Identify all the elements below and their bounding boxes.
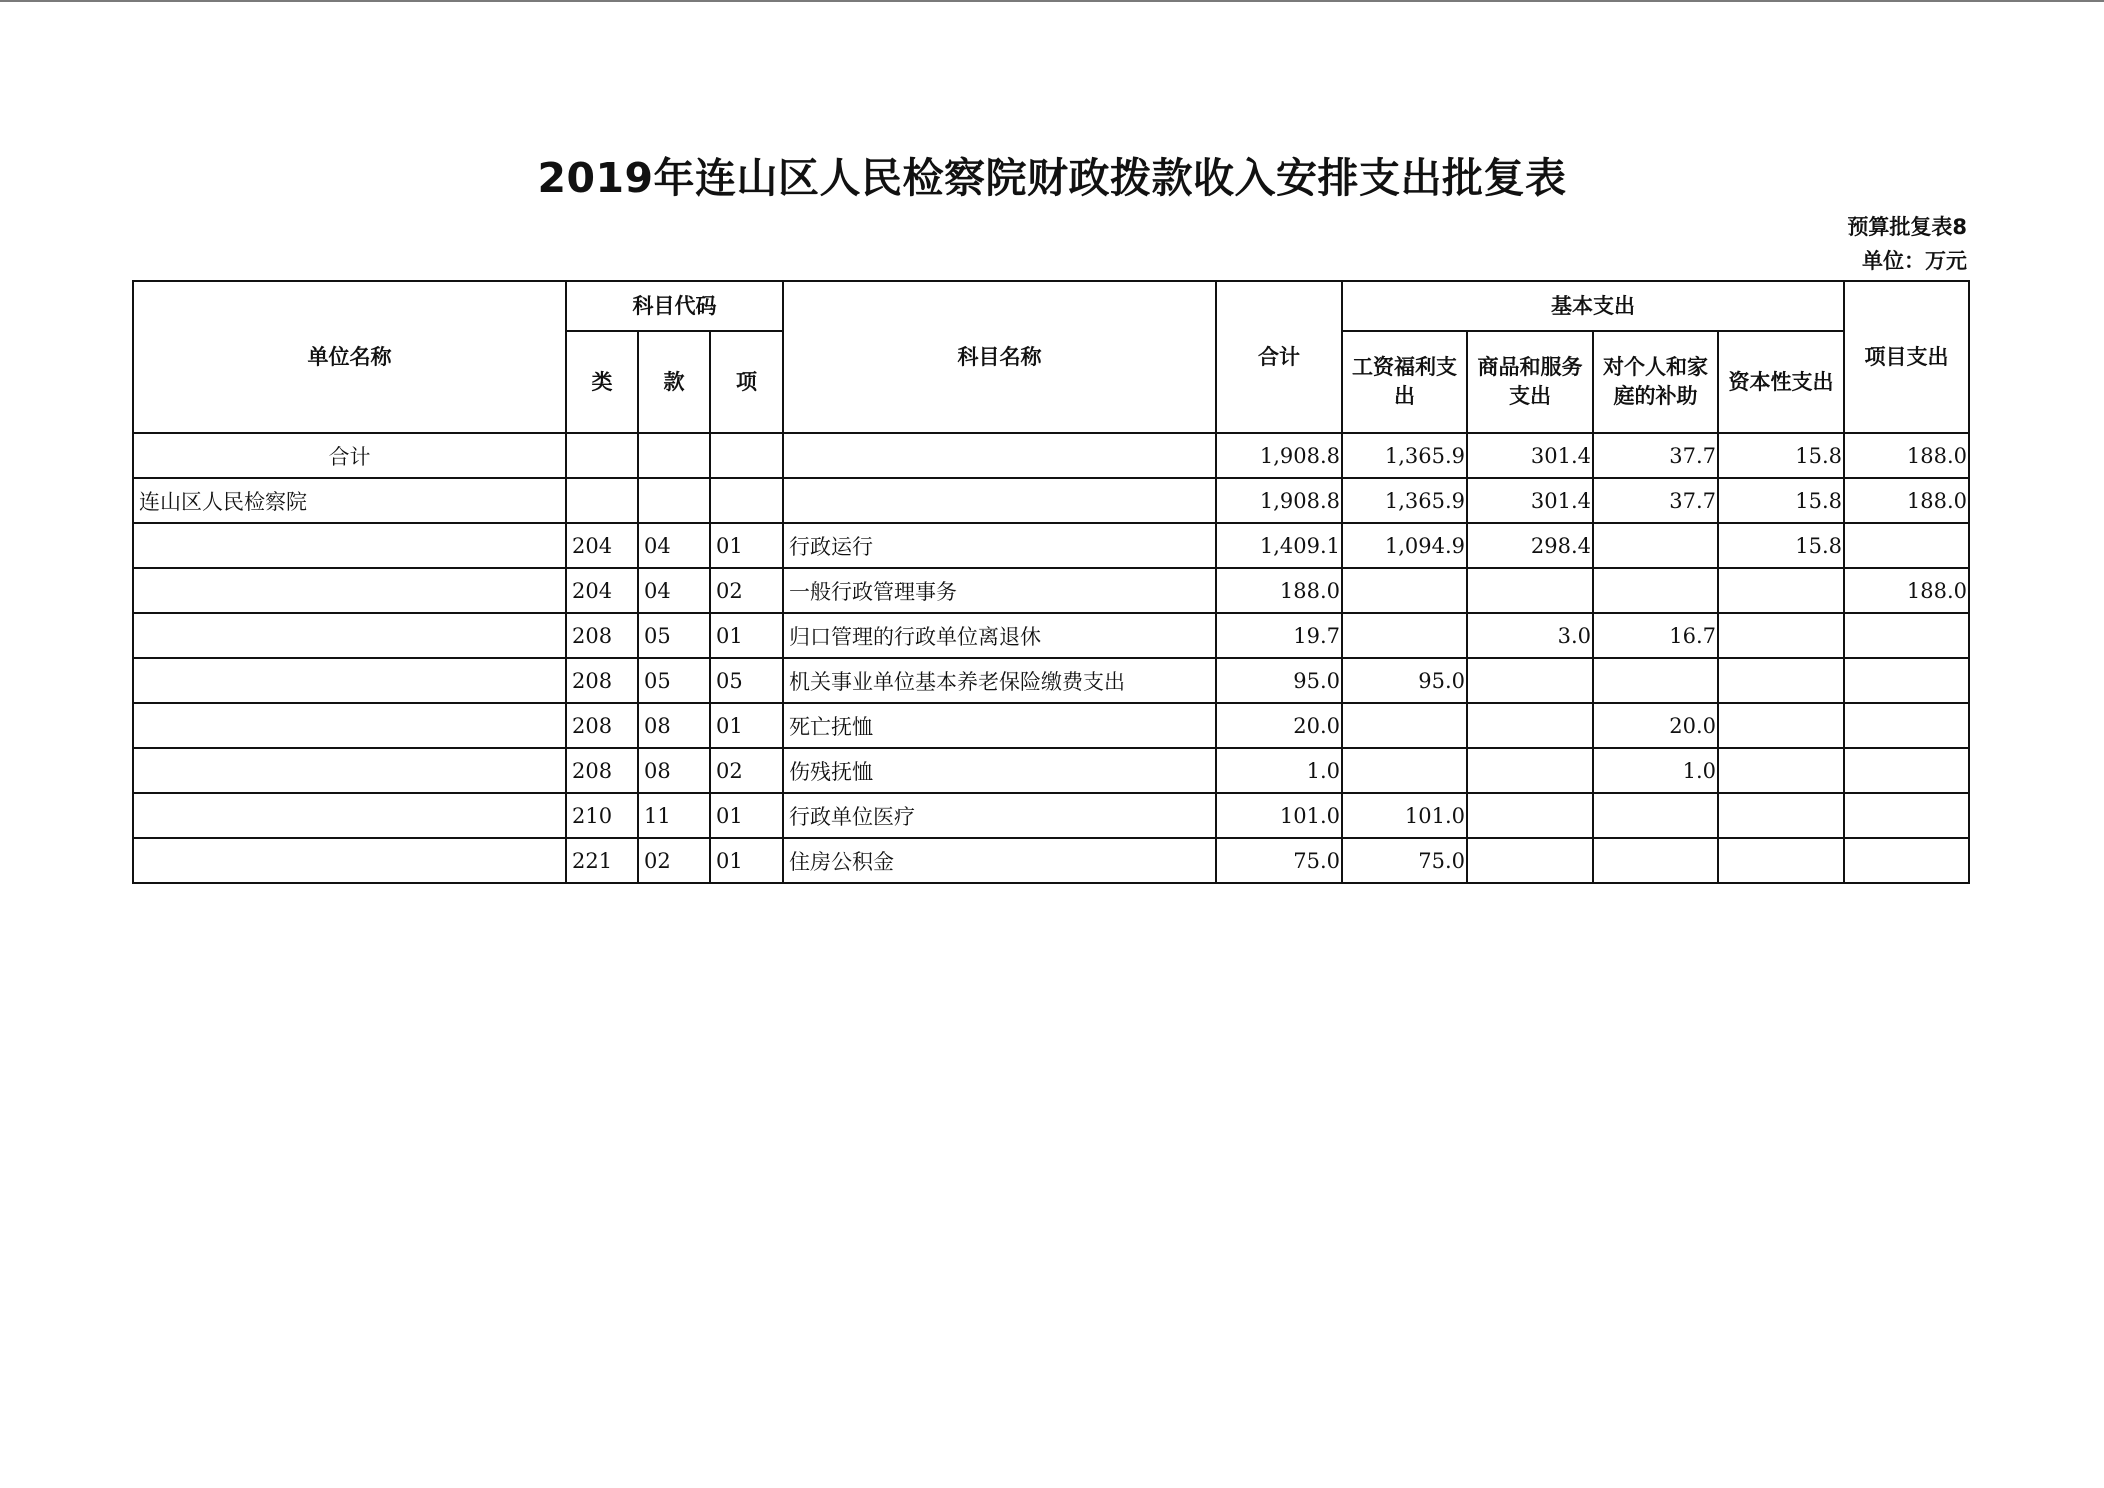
lei-cell: 204 bbox=[566, 568, 638, 613]
goods-services-cell: 301.4 bbox=[1467, 433, 1593, 478]
kuan-cell: 08 bbox=[638, 748, 710, 793]
capital-cell bbox=[1718, 568, 1844, 613]
table-row bbox=[133, 613, 1969, 658]
salary-cell: 1,365.9 bbox=[1342, 433, 1467, 478]
header-goods-services: 商品和服务支出 bbox=[1467, 331, 1593, 433]
lei-cell bbox=[566, 478, 638, 523]
form-code-label: 预算批复表8 bbox=[1847, 215, 1967, 239]
goods-services-cell bbox=[1467, 838, 1593, 883]
subject-name-cell bbox=[783, 433, 1216, 478]
project-cell bbox=[1844, 613, 1969, 658]
table-row bbox=[133, 703, 1969, 748]
subject-name-cell: 伤残抚恤 bbox=[783, 748, 1216, 793]
project-cell: 188.0 bbox=[1844, 433, 1969, 478]
total-cell: 19.7 bbox=[1216, 613, 1342, 658]
personal-subsidy-cell: 20.0 bbox=[1593, 703, 1718, 748]
salary-cell: 95.0 bbox=[1342, 658, 1467, 703]
header-kuan: 款 bbox=[638, 331, 710, 433]
kuan-cell: 02 bbox=[638, 838, 710, 883]
unit-name-cell bbox=[133, 523, 566, 568]
xiang-cell: 01 bbox=[710, 793, 783, 838]
project-cell bbox=[1844, 838, 1969, 883]
kuan-cell: 05 bbox=[638, 613, 710, 658]
goods-services-cell bbox=[1467, 658, 1593, 703]
total-row bbox=[133, 433, 1969, 478]
capital-cell bbox=[1718, 838, 1844, 883]
header-subject-name: 科目名称 bbox=[783, 281, 1216, 433]
total-cell: 75.0 bbox=[1216, 838, 1342, 883]
unit-name-cell bbox=[133, 838, 566, 883]
kuan-cell: 11 bbox=[638, 793, 710, 838]
project-cell bbox=[1844, 793, 1969, 838]
goods-services-cell: 298.4 bbox=[1467, 523, 1593, 568]
header-capital: 资本性支出 bbox=[1718, 331, 1844, 433]
project-cell bbox=[1844, 523, 1969, 568]
total-cell: 1,908.8 bbox=[1216, 433, 1342, 478]
header-salary: 工资福利支出 bbox=[1342, 331, 1467, 433]
salary-cell bbox=[1342, 613, 1467, 658]
project-cell: 188.0 bbox=[1844, 568, 1969, 613]
table-header bbox=[133, 281, 1969, 433]
table-row bbox=[133, 793, 1969, 838]
capital-cell: 15.8 bbox=[1718, 523, 1844, 568]
xiang-cell: 01 bbox=[710, 613, 783, 658]
lei-cell: 208 bbox=[566, 658, 638, 703]
personal-subsidy-cell bbox=[1593, 523, 1718, 568]
unit-name-cell bbox=[133, 793, 566, 838]
kuan-cell bbox=[638, 433, 710, 478]
total-cell: 101.0 bbox=[1216, 793, 1342, 838]
goods-services-cell bbox=[1467, 568, 1593, 613]
lei-cell: 208 bbox=[566, 613, 638, 658]
table-body bbox=[133, 433, 1969, 883]
subject-name-cell: 一般行政管理事务 bbox=[783, 568, 1216, 613]
lei-cell: 210 bbox=[566, 793, 638, 838]
total-cell: 1.0 bbox=[1216, 748, 1342, 793]
lei-cell: 208 bbox=[566, 748, 638, 793]
capital-cell bbox=[1718, 703, 1844, 748]
xiang-cell: 01 bbox=[710, 523, 783, 568]
budget-table bbox=[132, 280, 1970, 884]
document-title: 2019年连山区人民检察院财政拨款收入安排支出批复表 bbox=[537, 154, 1567, 202]
kuan-cell bbox=[638, 478, 710, 523]
unit-name-cell bbox=[133, 748, 566, 793]
personal-subsidy-cell bbox=[1593, 838, 1718, 883]
capital-cell: 15.8 bbox=[1718, 433, 1844, 478]
table-row bbox=[133, 568, 1969, 613]
capital-cell: 15.8 bbox=[1718, 478, 1844, 523]
header-subject-code: 科目代码 bbox=[566, 281, 783, 331]
header-lei: 类 bbox=[566, 331, 638, 433]
capital-cell bbox=[1718, 748, 1844, 793]
total-cell: 188.0 bbox=[1216, 568, 1342, 613]
kuan-cell: 08 bbox=[638, 703, 710, 748]
unit-name-cell bbox=[133, 568, 566, 613]
salary-cell bbox=[1342, 568, 1467, 613]
goods-services-cell: 3.0 bbox=[1467, 613, 1593, 658]
table-row bbox=[133, 478, 1969, 523]
subject-name-cell: 行政运行 bbox=[783, 523, 1216, 568]
total-cell: 20.0 bbox=[1216, 703, 1342, 748]
capital-cell bbox=[1718, 658, 1844, 703]
unit-name-cell bbox=[133, 703, 566, 748]
unit-name-cell: 合计 bbox=[133, 433, 566, 478]
personal-subsidy-cell: 37.7 bbox=[1593, 433, 1718, 478]
xiang-cell bbox=[710, 478, 783, 523]
unit-label: 单位：万元 bbox=[1862, 249, 1967, 273]
project-cell bbox=[1844, 703, 1969, 748]
salary-cell bbox=[1342, 703, 1467, 748]
kuan-cell: 04 bbox=[638, 568, 710, 613]
header-xiang: 项 bbox=[710, 331, 783, 433]
goods-services-cell bbox=[1467, 748, 1593, 793]
xiang-cell: 02 bbox=[710, 748, 783, 793]
salary-cell: 101.0 bbox=[1342, 793, 1467, 838]
subject-name-cell: 死亡抚恤 bbox=[783, 703, 1216, 748]
project-cell bbox=[1844, 748, 1969, 793]
subject-name-cell: 住房公积金 bbox=[783, 838, 1216, 883]
personal-subsidy-cell: 16.7 bbox=[1593, 613, 1718, 658]
personal-subsidy-cell: 37.7 bbox=[1593, 478, 1718, 523]
lei-cell: 204 bbox=[566, 523, 638, 568]
total-cell: 1,908.8 bbox=[1216, 478, 1342, 523]
salary-cell: 1,365.9 bbox=[1342, 478, 1467, 523]
lei-cell: 208 bbox=[566, 703, 638, 748]
personal-subsidy-cell bbox=[1593, 658, 1718, 703]
capital-cell bbox=[1718, 613, 1844, 658]
lei-cell bbox=[566, 433, 638, 478]
subject-name-cell bbox=[783, 478, 1216, 523]
subject-name-cell: 机关事业单位基本养老保险缴费支出 bbox=[783, 658, 1216, 703]
capital-cell bbox=[1718, 793, 1844, 838]
table-row bbox=[133, 523, 1969, 568]
project-cell: 188.0 bbox=[1844, 478, 1969, 523]
goods-services-cell bbox=[1467, 793, 1593, 838]
unit-name-cell bbox=[133, 658, 566, 703]
header-personal-subsidy: 对个人和家庭的补助 bbox=[1593, 331, 1718, 433]
table-row bbox=[133, 748, 1969, 793]
salary-cell bbox=[1342, 748, 1467, 793]
total-cell: 95.0 bbox=[1216, 658, 1342, 703]
subject-name-cell: 归口管理的行政单位离退休 bbox=[783, 613, 1216, 658]
xiang-cell: 02 bbox=[710, 568, 783, 613]
project-cell bbox=[1844, 658, 1969, 703]
table-row bbox=[133, 658, 1969, 703]
header-total: 合计 bbox=[1216, 281, 1342, 433]
kuan-cell: 05 bbox=[638, 658, 710, 703]
xiang-cell: 05 bbox=[710, 658, 783, 703]
goods-services-cell: 301.4 bbox=[1467, 478, 1593, 523]
salary-cell: 1,094.9 bbox=[1342, 523, 1467, 568]
personal-subsidy-cell bbox=[1593, 568, 1718, 613]
subject-name-cell: 行政单位医疗 bbox=[783, 793, 1216, 838]
salary-cell: 75.0 bbox=[1342, 838, 1467, 883]
unit-name-cell bbox=[133, 613, 566, 658]
header-unit-name: 单位名称 bbox=[133, 281, 566, 433]
xiang-cell bbox=[710, 433, 783, 478]
personal-subsidy-cell: 1.0 bbox=[1593, 748, 1718, 793]
goods-services-cell bbox=[1467, 703, 1593, 748]
xiang-cell: 01 bbox=[710, 838, 783, 883]
page-top-border bbox=[0, 0, 2104, 2]
kuan-cell: 04 bbox=[638, 523, 710, 568]
header-basic-expenditure: 基本支出 bbox=[1342, 281, 1844, 331]
unit-name-cell: 连山区人民检察院 bbox=[133, 478, 566, 523]
total-cell: 1,409.1 bbox=[1216, 523, 1342, 568]
xiang-cell: 01 bbox=[710, 703, 783, 748]
header-project-expenditure: 项目支出 bbox=[1844, 281, 1969, 433]
lei-cell: 221 bbox=[566, 838, 638, 883]
table-row bbox=[133, 838, 1969, 883]
personal-subsidy-cell bbox=[1593, 793, 1718, 838]
